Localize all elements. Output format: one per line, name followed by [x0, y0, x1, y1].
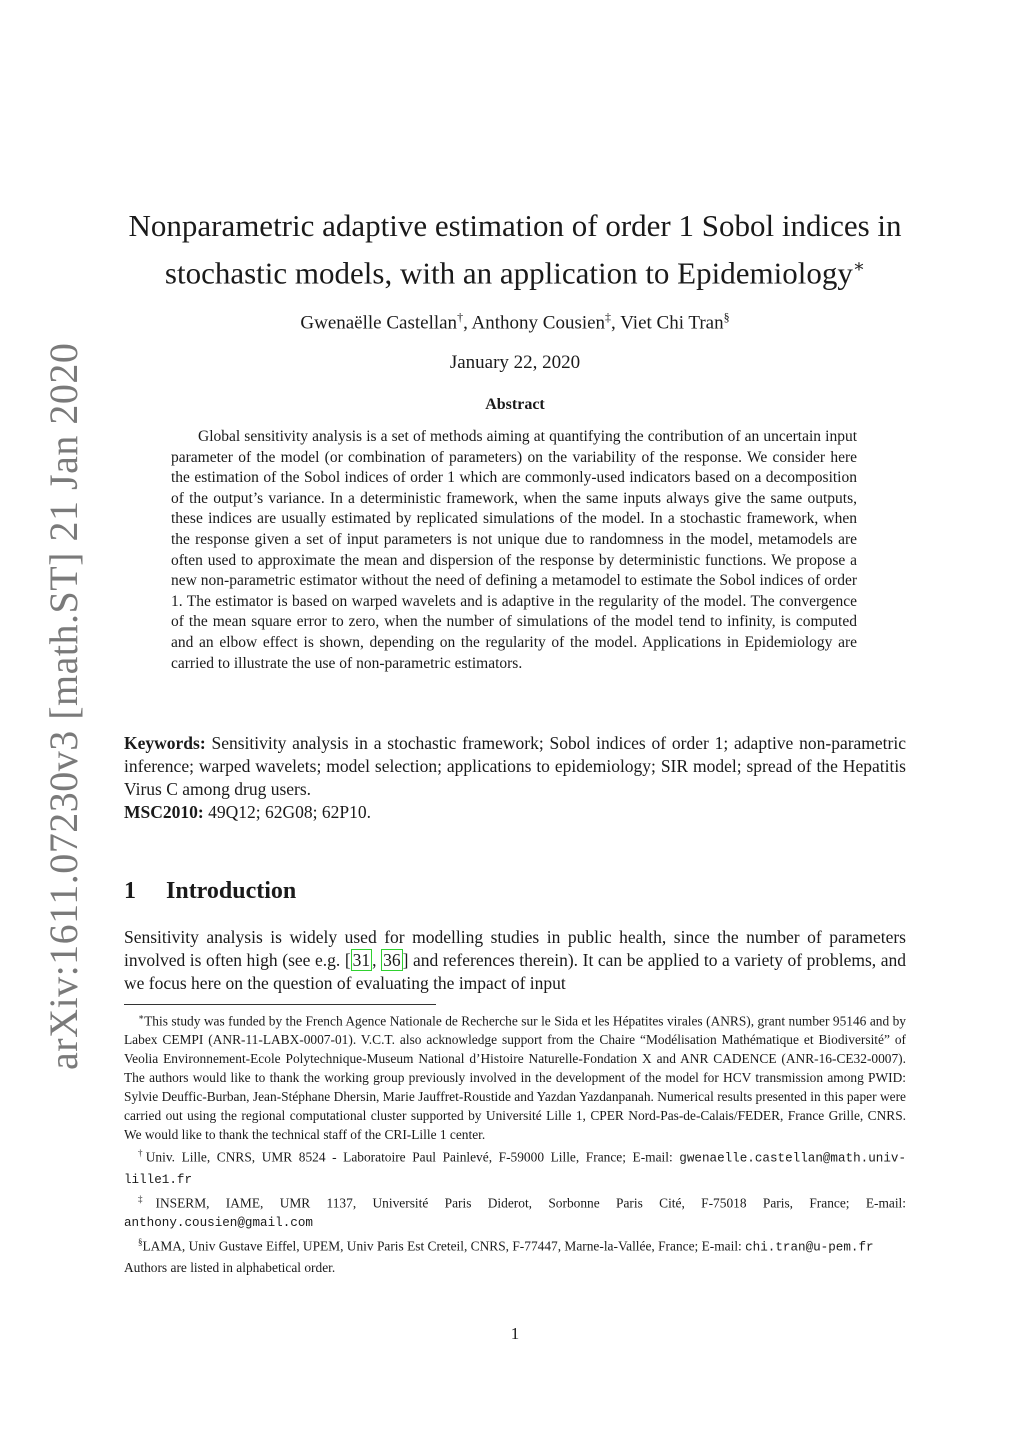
footnote-mark: §	[138, 1237, 143, 1248]
keywords-text: Sensitivity analysis in a stochastic framework; Sobol indices of order 1; adaptive non-parametric inference; warped wavelets; model selection; applications to epidemiology; SIR model; spread of the Hepatitis Virus C among drug users.	[124, 733, 907, 799]
footnote-affiliation	[124, 1144, 906, 1189]
intro-text-end: and references therein). It can be applied to a variety of problems, and we focus here on the question of evaluating the impact of input	[124, 950, 906, 993]
intro-text-start: Sensitivity analysis is widely used for modelling studies in public health, since the number of parameters involved is often high (see e.g.	[124, 927, 906, 970]
author-name: Viet Chi Tran	[620, 312, 724, 334]
email-link[interactable]: chi.tran@u-pem.fr	[745, 1240, 874, 1255]
section-heading	[124, 878, 724, 905]
citation-link[interactable]: 31	[352, 950, 371, 970]
footnote-affiliation	[124, 1190, 906, 1233]
footnote-order-note: Authors are listed in alphabetical order.	[124, 1259, 336, 1275]
footnote-funding	[124, 1008, 906, 1144]
keywords-paragraph	[124, 732, 906, 801]
footnote-mark: ‡	[138, 1193, 156, 1204]
author-mark: §	[723, 310, 730, 324]
citation-link[interactable]: 36	[383, 950, 401, 970]
email-link[interactable]: gwenaelle.castellan@math.univ-lille1.fr	[124, 1151, 907, 1187]
footnote-text: LAMA, Univ Gustave Eiffel, UPEM, Univ Paris Est Creteil, CNRS, F-77447, Marne-la-Vallée, France; E-mail:	[142, 1238, 746, 1254]
msc-paragraph	[124, 801, 906, 824]
citation-separator: ,	[372, 950, 382, 970]
msc-label: MSC2010:	[124, 802, 204, 822]
email-link[interactable]: anthony.cousien@gmail.com	[124, 1216, 313, 1231]
section-title: Introduction	[166, 878, 297, 904]
footnote-affiliation	[124, 1233, 906, 1257]
author-list: Gwenaëlle Castellan†, Anthony Cousien‡, Viet Chi Tran§	[300, 310, 730, 334]
footnote-text: INSERM, IAME, UMR 1137, Université Paris Diderot, Sorbonne Paris Cité, F-75018 Paris, France; E-mail:	[155, 1195, 906, 1211]
footnotes	[124, 1008, 906, 1277]
arxiv-identifier: arXiv:1611.07230v3 [math.ST] 21 Jan 2020	[41, 342, 86, 1070]
author-mark: ‡	[605, 310, 612, 324]
title-footnote-mark: ∗	[852, 256, 866, 276]
author-name: Gwenaëlle Castellan	[300, 312, 458, 334]
page-number: 1	[510, 1324, 520, 1343]
footnote-rule	[124, 1004, 436, 1005]
footnote-mark: †	[138, 1148, 146, 1159]
footnote-text: Univ. Lille, CNRS, UMR 8524 - Laboratoire Paul Painlevé, F-59000 Lille, France; E-mail:	[145, 1149, 680, 1165]
footnote-text: This study was funded by the French Agence Nationale de Recherche sur le Sida et les Hépatites virales (ANRS), grant number 95146 and by Labex CEMPI (ANR-11-LABX-0007-01). V.C.T. also acknowledge support from the Chaire “Modélisation Mathématique et Biodiversité” of Veolia Environnement-Ecole Polytechnique-Museum National d’Histoire Naturelle-Fondation X and ANR CADENCE (ANR-16-CE32-0007). The authors would like to thank the working group previously involved in the development of the model for HCV transmission among PWID: Sylvie Deuffic-Burban, Jean-Stéphane Dhersin, Marie Jauffret-Roustide and Yazdan Yazdanpanah. Numerical results presented in this paper were carried out using the regional computational cluster supported by Université Lille 1, CPER Nord-Pas-de-Calais/FEDER, France Grille, CNRS. We would like to thank the technical staff of the CRI-Lille 1 center.	[124, 1013, 906, 1143]
author-mark: †	[457, 310, 464, 324]
abstract-text: Global sensitivity analysis is a set of methods aiming at quantifying the contribution of an uncertain input parameter of the model (or combination of parameters) on the variability of the response. We consider here the estimation of the Sobol indices of order 1 which are commonly-used indicators based on a decomposition of the output’s variance. In a deterministic framework, when the same inputs always give the same outputs, these indices are usually estimated by replicated simulations of the model. In a stochastic framework, when the response given a set of input parameters is not unique due to randomness in the model, metamodels are often used to approximate the mean and dispersion of the response by deterministic functions. We propose a new non-parametric estimator without the need of defining a metamodel to estimate the Sobol indices of order 1. The estimator is based on warped wavelets and is adaptive in the regularity of the model. The convergence of the mean square error to zero, when the number of simulations of the model tend to infinity, is computed and an elbow effect is shown, depending on the regularity of the model. Applications in Epidemiology are carried to illustrate the use of non-parametric estimators.	[171, 428, 857, 672]
publication-date: January 22, 2020	[449, 352, 581, 373]
msc-codes: 49Q12; 62G08; 62P10.	[208, 802, 371, 822]
intro-paragraph: Sensitivity analysis is widely used for modelling studies in public health, since the number of parameters involved is often high (see e.g. [ 31 , 36 ] and references therein). It can be applied to a variety of problems, and we focus here on the question of evaluating the impact of input	[124, 927, 906, 993]
paper-title	[120, 206, 910, 293]
keywords-label: Keywords:	[124, 733, 206, 753]
footnote-mark: ∗	[138, 1012, 145, 1022]
title-line-2: stochastic models, with an application to Epidemiology	[164, 255, 853, 291]
section-number: 1	[124, 878, 136, 904]
author-name: Anthony Cousien	[471, 312, 606, 334]
title-line-1: Nonparametric adaptive estimation of order 1 Sobol indices in	[128, 208, 902, 243]
abstract-heading: Abstract	[485, 396, 545, 413]
